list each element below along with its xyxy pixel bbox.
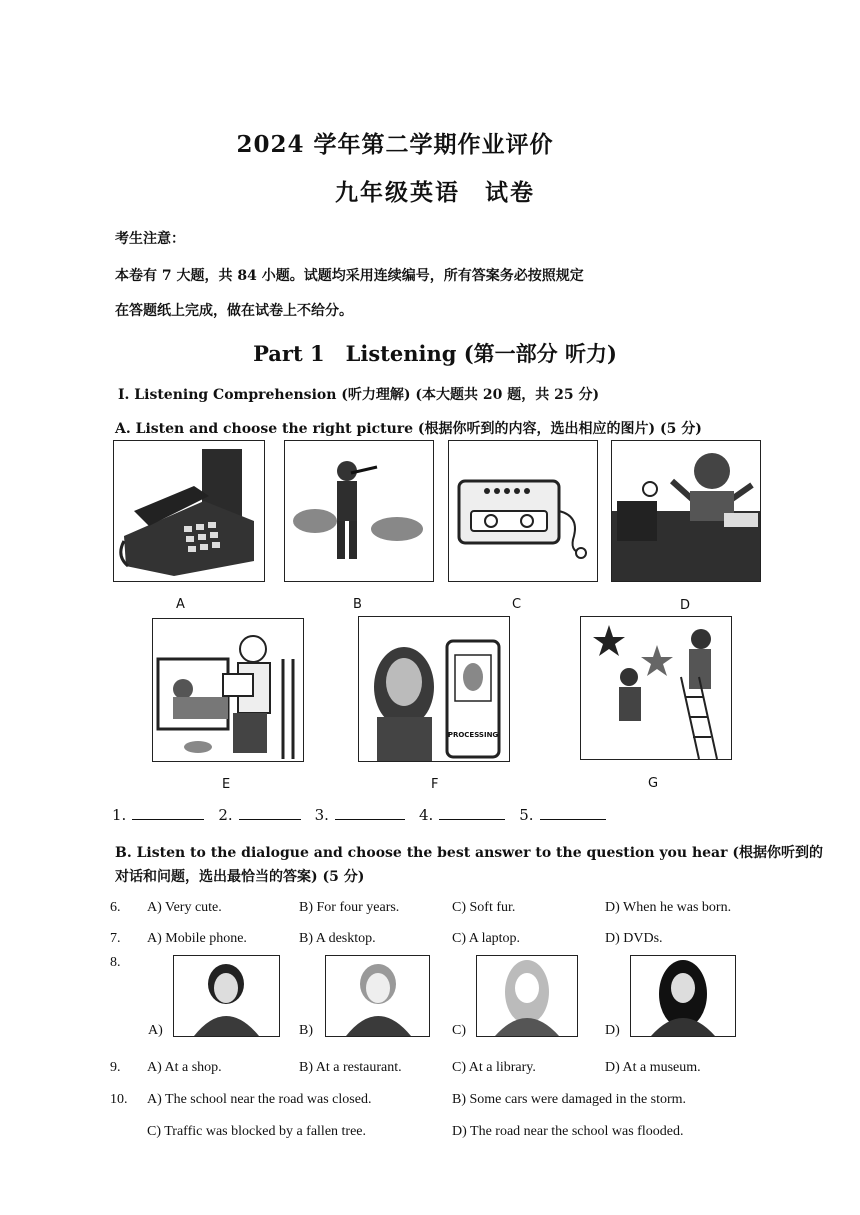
q8-photo-a-woman-short-dark-hair[interactable] (173, 955, 280, 1037)
blank-5[interactable]: 5. (519, 806, 605, 824)
section-a-heading: A. Listen and choose the right picture (根据你听到的内容，选出相应的图片) (5 分) (115, 421, 702, 437)
picture-c-cassette-player (448, 440, 598, 582)
q8-option-b[interactable]: B) (299, 1023, 313, 1038)
phone-screen-text: PROCESSING (447, 731, 499, 739)
picture-e-reading-story (152, 618, 304, 762)
q8-option-c[interactable]: C) (452, 1023, 466, 1038)
picture-e-label: E (222, 777, 231, 792)
notice-line-1: 本卷有 7 大题，共 84 小题。试题均采用连续编号，所有答案务必按照规定 (115, 268, 584, 284)
picture-d-label: D (680, 598, 691, 613)
notice-heading: 考生注意： (115, 231, 185, 247)
q10-option-d[interactable]: D) The road near the school was flooded. (452, 1124, 684, 1139)
q7-option-c[interactable]: C) A laptop. (452, 931, 521, 946)
question-number-9: 9. (110, 1060, 121, 1075)
q6-option-b[interactable]: B) For four years. (299, 900, 400, 915)
q9-option-b[interactable]: B) At a restaurant. (299, 1060, 402, 1075)
picture-b-flute-player (284, 440, 434, 582)
q8-photo-b-woman-light-hair[interactable] (325, 955, 430, 1037)
blank-2[interactable]: 2. (218, 806, 300, 824)
q6-option-c[interactable]: C) Soft fur. (452, 900, 516, 915)
section-b-heading-cont: 对话和问题，选出最恰当的答案) (5 分) (115, 869, 365, 885)
notice-line-2: 在答题纸上完成，做在试卷上不给分。 (115, 303, 353, 319)
picture-g-label: G (648, 776, 659, 791)
picture-c-label: C (512, 597, 522, 612)
q9-option-c[interactable]: C) At a library. (452, 1060, 536, 1075)
q7-option-a[interactable]: A) Mobile phone. (147, 931, 247, 946)
q9-option-d[interactable]: D) At a museum. (605, 1060, 701, 1075)
q10-option-a[interactable]: A) The school near the road was closed. (147, 1092, 372, 1107)
q7-option-b[interactable]: B) A desktop. (299, 931, 376, 946)
answer-blanks (112, 806, 620, 824)
q6-option-a[interactable]: A) Very cute. (147, 900, 222, 915)
picture-f-face-recognition (358, 616, 510, 762)
blank-4[interactable]: 4. (419, 806, 505, 824)
picture-f-label: F (431, 777, 439, 792)
picture-b-label: B (353, 597, 362, 612)
q8-photo-d-woman-long-dark-hair[interactable] (630, 955, 736, 1037)
q6-option-d[interactable]: D) When he was born. (605, 900, 732, 915)
picture-a-telephone (113, 440, 265, 582)
question-number-7: 7. (110, 931, 121, 946)
question-number-10: 10. (110, 1092, 128, 1107)
q10-option-b[interactable]: B) Some cars were damaged in the storm. (452, 1092, 687, 1107)
exam-title: 2024 学年第二学期作业评价 (236, 131, 554, 158)
section-b-heading: B. Listen to the dialogue and choose the best answer to the question you hear (根据你听到的 (115, 845, 823, 861)
q8-option-a[interactable]: A) (148, 1023, 163, 1038)
question-number-6: 6. (110, 900, 121, 915)
picture-a-label: A (176, 597, 185, 612)
picture-d-waking-up (611, 440, 761, 582)
section-heading: I. Listening Comprehension (听力理解) (本大题共 20 题，共 25 分) (118, 387, 600, 403)
blank-1[interactable]: 1. (112, 806, 204, 824)
q10-option-c[interactable]: C) Traffic was blocked by a fallen tree. (147, 1124, 367, 1139)
q7-option-d[interactable]: D) DVDs. (605, 931, 663, 946)
exam-subtitle: 九年级英语 试卷 (335, 179, 535, 206)
picture-g-star-decorating (580, 616, 732, 760)
question-number-8: 8. (110, 955, 121, 970)
blank-3[interactable]: 3. (315, 806, 405, 824)
q8-photo-c-woman-long-light-hair[interactable] (476, 955, 578, 1037)
q9-option-a[interactable]: A) At a shop. (147, 1060, 222, 1075)
part-title: Part 1 Listening (第一部分 听力) (253, 341, 617, 366)
q8-option-d[interactable]: D) (605, 1023, 620, 1038)
